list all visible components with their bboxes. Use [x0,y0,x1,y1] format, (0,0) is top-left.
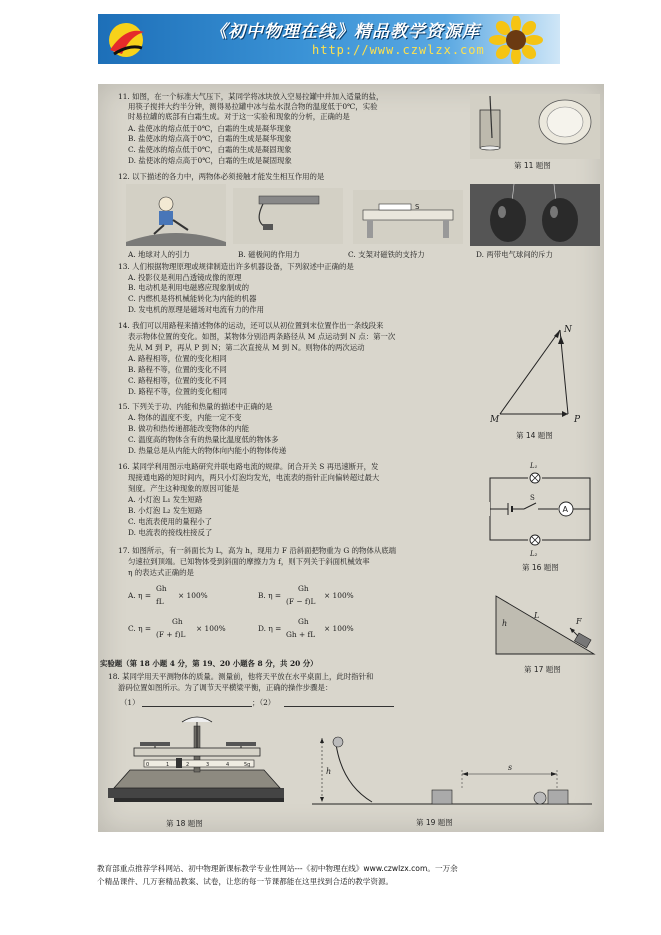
q17-option-d-percent: × 100% [324,624,354,633]
q18-tick-5: 5g [244,762,251,768]
q18-tick-0: 0 [146,762,150,768]
q15-option-a: A. 物体的温度不变，内能一定不变 [128,413,242,422]
q12-option-a: A. 地球对人的引力 [128,250,190,259]
q16-option-b: B. 小灯泡 L₂ 发生短路 [128,506,203,515]
q17-option-c-percent: × 100% [196,624,226,633]
q13-option-c: C. 内燃机是将机械能转化为内能的机器 [128,294,257,303]
banner-title: 《初中物理在线》精品教学资源库 [210,22,480,42]
q18-balance-figure [104,712,294,810]
q18-tick-1: 1 [166,762,170,768]
q16-l1-label: L₁ [530,462,538,470]
q16-circuit-figure [480,460,600,560]
q17-option-b-denominator: (F − f)L [286,597,316,606]
q18-caption: 第 18 题图 [166,819,203,828]
q17-option-a-percent: × 100% [178,591,208,600]
q17-label-l: L [534,611,540,620]
q19-caption: 第 19 题图 [416,818,453,827]
q18-stem-2: 游码位置如图所示。为了调节天平横梁平衡，正确的操作步骤是： [118,683,333,692]
q12-option-b: B. 磁极间的作用力 [238,250,300,259]
q17-option-a-prefix: A. η = [128,591,152,600]
q14-label-n: N [564,325,572,335]
q19-figure [312,734,596,810]
q17-option-c-denominator: (F + f)L [156,630,186,639]
q18-blank-2[interactable] [284,706,394,707]
q16-option-d: D. 电流表的接线柱接反了 [128,528,213,537]
q17-stem-2: 匀速拉到顶端。已知物体受到斜面的摩擦力为 f，则下列关于斜面机械效率 [128,557,370,566]
q11-figure [470,94,600,159]
q17-option-d-denominator: Gh + fL [286,630,316,639]
q15-option-b: B. 做功和热传递都能改变物体的内能 [128,424,249,433]
q11-stem-1: 11. 如图，在一个标准大气压下，某同学将冰块放入空易拉罐中并加入适量的盐， [118,92,384,101]
q17-option-d-numerator: Gh [298,617,309,626]
q18-stem-1: 18. 某同学用天平测物体的质量。测量前，他将天平放在水平桌面上，此时指针和 [108,672,374,681]
q11-option-c: C. 盐使冰的熔点低于0℃，白霜的生成是凝固现象 [128,145,292,154]
q17-option-c-numerator: Gh [172,617,183,626]
q12-figure-d [470,184,600,246]
q11-stem-2: 用筷子搅拌大约半分钟，测得易拉罐中冰与盐水混合物的温度低于0℃，实验 [128,102,378,111]
q13-stem: 13. 人们根据物理原理或规律制造出许多机器设备，下列叙述中正确的是 [118,262,354,271]
q16-option-a: A. 小灯泡 L₁ 发生短路 [128,495,203,504]
q17-label-h: h [502,619,508,628]
q19-label-h: h [326,767,332,776]
q17-option-a-denominator: fL [156,597,164,606]
q16-stem-3: 刻度。产生这种现象的原因可能是 [128,484,239,493]
q14-label-p: P [574,415,581,424]
q11-option-a: A. 盐使冰的熔点低于0℃，白霜的生成是凝华现象 [128,124,292,133]
q16-option-c: C. 电流表使用的量程小了 [128,517,212,526]
q11-option-b: B. 盐使冰的熔点高于0℃，白霜的生成是凝华现象 [128,134,292,143]
svg-text:S: S [415,203,420,211]
q16-stem-2: 现接通电路的短时间内，两只小灯泡均发光，电流表的指针正向偏转超过最大 [128,473,380,482]
q18-tick-2: 2 [186,762,190,768]
q18-blank-1-label: （1） [120,698,140,707]
q14-stem-3: 先从 M 到 P，再从 P 到 N；第二次直接从 M 到 N。则物体的两次运动 [128,343,365,352]
experiment-section-title: 实验题（第 18 小题 4 分，第 19、20 小题各 8 分，共 20 分） [100,659,318,668]
q17-option-c-prefix: C. η = [128,624,152,633]
q18-blank-2-label: ；（2） [252,698,276,707]
q17-option-b-percent: × 100% [324,591,354,600]
q14-figure [490,324,590,424]
q17-stem-3: η 的表达式正确的是 [128,568,194,577]
q16-ammeter-label: A [562,505,568,514]
q16-switch-label: S [530,494,535,502]
q14-caption: 第 14 题图 [516,431,553,440]
exam-page [98,84,604,832]
q11-stem-3: 时易拉罐的底部有白霜生成。对于这一实验和现象的分析，正确的是 [128,112,350,121]
q17-stem-1: 17. 如图所示，有一斜面长为 L，高为 h，现用力 F 沿斜面把物重为 G 的物体从底端 [118,546,397,555]
q11-option-d: D. 盐使冰的熔点高于0℃，白霜的生成是凝固现象 [128,156,292,165]
q17-label-f: F [576,617,582,626]
q16-l2-label: L₂ [530,550,538,558]
q17-option-d-prefix: D. η = [258,624,282,633]
q17-option-b-prefix: B. η = [258,591,282,600]
q19-label-s: s [508,763,513,772]
q12-figure-b [233,188,343,244]
q14-stem-2: 表示物体位置的变化。如图，某物体分别沿两条路径从 M 点运动到 N 点：第一次 [128,332,396,341]
site-logo-icon [104,18,150,60]
footer-line-2: 个精品课件、几万套精品教案、试卷，让您的每一节课都能在这里找到合适的教学资源。 [97,877,394,886]
q14-option-a: A. 路程相等，位置的变化相同 [128,354,227,363]
q14-option-b: B. 路程不等，位置的变化不同 [128,365,227,374]
q17-option-b-numerator: Gh [298,584,309,593]
q14-label-m: M [490,415,500,424]
q12-figure-a [126,184,226,246]
q15-stem: 15. 下列关于功、内能和热量的描述中正确的是 [118,402,273,411]
q15-option-d: D. 热量总是从内能大的物体向内能小的物体传递 [128,446,287,455]
q12-figure-c [353,190,463,244]
q16-stem-1: 16. 某同学利用图示电路研究并联电路电流的规律。闭合开关 S 再迅速断开，发 [118,462,379,471]
q17-caption: 第 17 题图 [524,665,561,674]
q14-stem-1: 14. 我们可以用路程来描述物体的运动，还可以从初位置到末位置作出一条线段来 [118,321,384,330]
q13-option-d: D. 发电机的原理是磁场对电流有力的作用 [128,305,265,314]
q12-option-c: C. 支架对磁铁的支持力 [348,250,425,259]
q17-incline-figure [494,590,600,662]
sunflower-icon [486,16,546,64]
q16-caption: 第 16 题图 [522,563,559,572]
q13-option-b: B. 电动机是利用电磁感应现象制成的 [128,283,249,292]
banner-url[interactable]: http://www.czwlzx.com [312,43,485,57]
q18-blank-1[interactable] [142,706,252,707]
q14-option-d: D. 路程不等，位置的变化相同 [128,387,228,396]
q12-stem: 12. 以下描述的各力中，两物体必须接触才能发生相互作用的是 [118,172,325,181]
q18-tick-4: 4 [226,762,230,768]
q11-caption: 第 11 题图 [514,161,551,170]
q18-tick-3: 3 [206,762,210,768]
q12-option-d: D. 两带电气球间的斥力 [476,250,553,259]
q17-option-a-numerator: Gh [156,584,167,593]
site-banner [98,14,560,64]
q15-option-c: C. 温度高的物体含有的热量比温度低的物体多 [128,435,279,444]
q13-option-a: A. 投影仪是利用凸透镜成像的原理 [128,273,242,282]
site-footer [97,862,567,888]
footer-line-1: 教育部重点推荐学科网站、初中物理新课标教学专业性网站---《初中物理在线》www.czwlzx.com。一万余 [97,864,458,873]
q14-option-c: C. 路程相等，位置的变化不同 [128,376,227,385]
